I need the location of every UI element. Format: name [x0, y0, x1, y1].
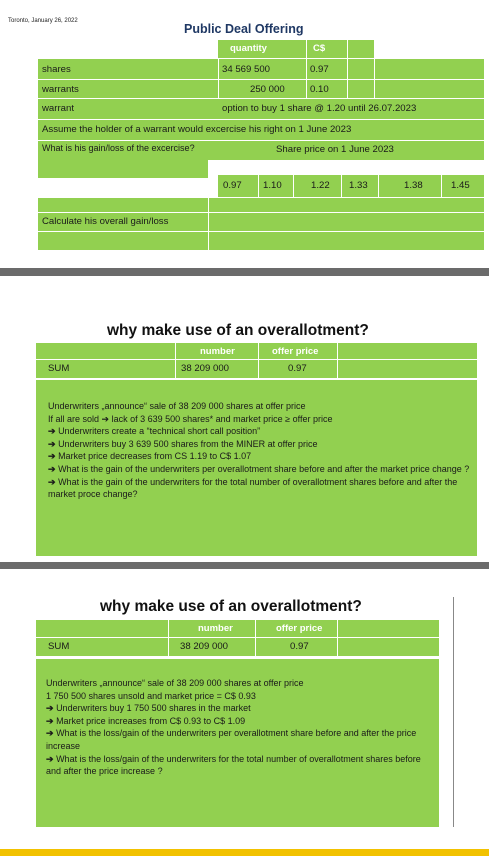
slide2-line-3: ➔ Underwriters buy 3 639 500 shares from the MINER at offer price — [48, 438, 318, 449]
slide-overallotment-1 — [0, 276, 489, 562]
slide2-col-offer: offer price — [272, 346, 319, 357]
row-warrants-price: 0.10 — [310, 84, 329, 95]
arrow-icon: ➔ — [46, 753, 54, 764]
slide2-title: why make use of an overallotment? — [107, 322, 369, 339]
arrow-icon: ➔ — [46, 728, 54, 739]
col-currency: C$ — [313, 43, 326, 54]
slide2-sum-price: 0.97 — [288, 363, 307, 374]
slide3-title: why make use of an overallotment? — [100, 598, 362, 615]
price-5: 1.45 — [451, 180, 470, 191]
slide2-col-number: number — [200, 346, 235, 357]
slide3-sum-number: 38 209 000 — [180, 641, 229, 652]
price-1: 1.10 — [263, 180, 282, 191]
price-0: 0.97 — [223, 180, 242, 191]
assume-text: Assume the holder of a warrant would excercise his right on 1 June 2023 — [42, 124, 352, 135]
price-2: 1.22 — [311, 180, 330, 191]
slide2-line-4: ➔ Market price decreases from CS 1.19 to C$ 1.07 — [48, 451, 252, 462]
price-4: 1.38 — [404, 180, 423, 191]
row-warrants-quantity: 250 000 — [250, 84, 285, 95]
arrow-icon: ➔ — [48, 463, 56, 474]
row-warrants-label: warrants — [42, 84, 79, 95]
slide3-line-1: 1 750 500 shares unsold and market price = C$ 0.93 — [46, 690, 256, 701]
calc-text: Calculate his overall gain/loss — [42, 216, 169, 227]
slide3-lines — [46, 677, 436, 778]
question-text: What is his gain/loss of the excercise? — [42, 143, 195, 153]
slide2-lines — [48, 400, 472, 501]
arrow-icon: ➔ — [48, 451, 56, 462]
slide2-sum-number: 38 209 000 — [181, 363, 230, 374]
slide2-line-6: ➔ What is the gain of the underwriters for the total number of overallotment shares before and after the market proce change? — [48, 476, 458, 500]
slide2-line-0: Underwriters „announce“ sale of 38 209 000 shares at offer price — [48, 401, 306, 411]
col-quantity: quantity — [230, 43, 267, 54]
slide3-line-0: Underwriters „announce“ sale of 38 209 000 shares at offer price — [46, 678, 304, 688]
header-blank-cell — [348, 40, 374, 58]
bottom-accent-bar — [0, 849, 489, 856]
slide2-sum-table — [36, 343, 477, 378]
separator-2 — [0, 562, 489, 569]
arrow-icon: ➔ — [46, 715, 54, 726]
row-shares-quantity: 34 569 500 — [222, 64, 271, 75]
slide2-line-1: If all are sold ➔ lack of 3 639 500 shares* and market price ≥ offer price — [48, 413, 333, 424]
slide2-line-2: ➔ Underwriters create a “technical short call position” — [48, 426, 261, 437]
slide3-line-3: ➔ Market price increases from C$ 0.93 to C$ 1.09 — [46, 715, 246, 726]
slide-public-deal-offering — [0, 0, 489, 268]
slide3-sum-table — [36, 620, 439, 656]
arrow-icon: ➔ — [48, 426, 56, 437]
slide3-line-4: ➔ What is the loss/gain of the underwriters per overallotment share before and after the price increase — [46, 728, 417, 751]
arrow-icon: ➔ — [48, 476, 56, 487]
arrow-icon: ➔ — [46, 703, 54, 714]
row-shares-label: shares — [42, 64, 71, 75]
share-price-label: Share price on 1 June 2023 — [276, 144, 394, 155]
date-label: Toronto, January 26, 2022 — [8, 18, 78, 24]
slide3-col-number: number — [198, 623, 233, 634]
slide3-line-2: ➔ Underwriters buy 1 750 500 shares in the market — [46, 703, 251, 714]
row-shares-price: 0.97 — [310, 64, 329, 75]
slide2-line-5: ➔ What is the gain of the underwriters per overallotment share before and after the market price change ? — [48, 463, 470, 474]
slide3-sum-label: SUM — [48, 641, 70, 652]
slide3-col-offer: offer price — [276, 623, 323, 634]
separator-1 — [0, 268, 489, 276]
question-cell-extension — [38, 160, 208, 178]
slide3-line-5: ➔ What is the loss/gain of the underwriters for the total number of overallotment shares before and after the price increase ? — [46, 753, 421, 777]
slide-overallotment-2 — [0, 569, 489, 849]
slide3-sum-price: 0.97 — [290, 641, 309, 652]
warrant-label: warrant — [42, 103, 74, 114]
slide1-title: Public Deal Offering — [184, 22, 304, 36]
arrow-icon: ➔ — [48, 438, 56, 449]
slide3-right-border — [453, 597, 454, 827]
slide2-sum-label: SUM — [48, 363, 70, 374]
price-3: 1.33 — [349, 180, 368, 191]
warrant-text: option to buy 1 share @ 1.20 until 26.07.2023 — [222, 103, 417, 114]
